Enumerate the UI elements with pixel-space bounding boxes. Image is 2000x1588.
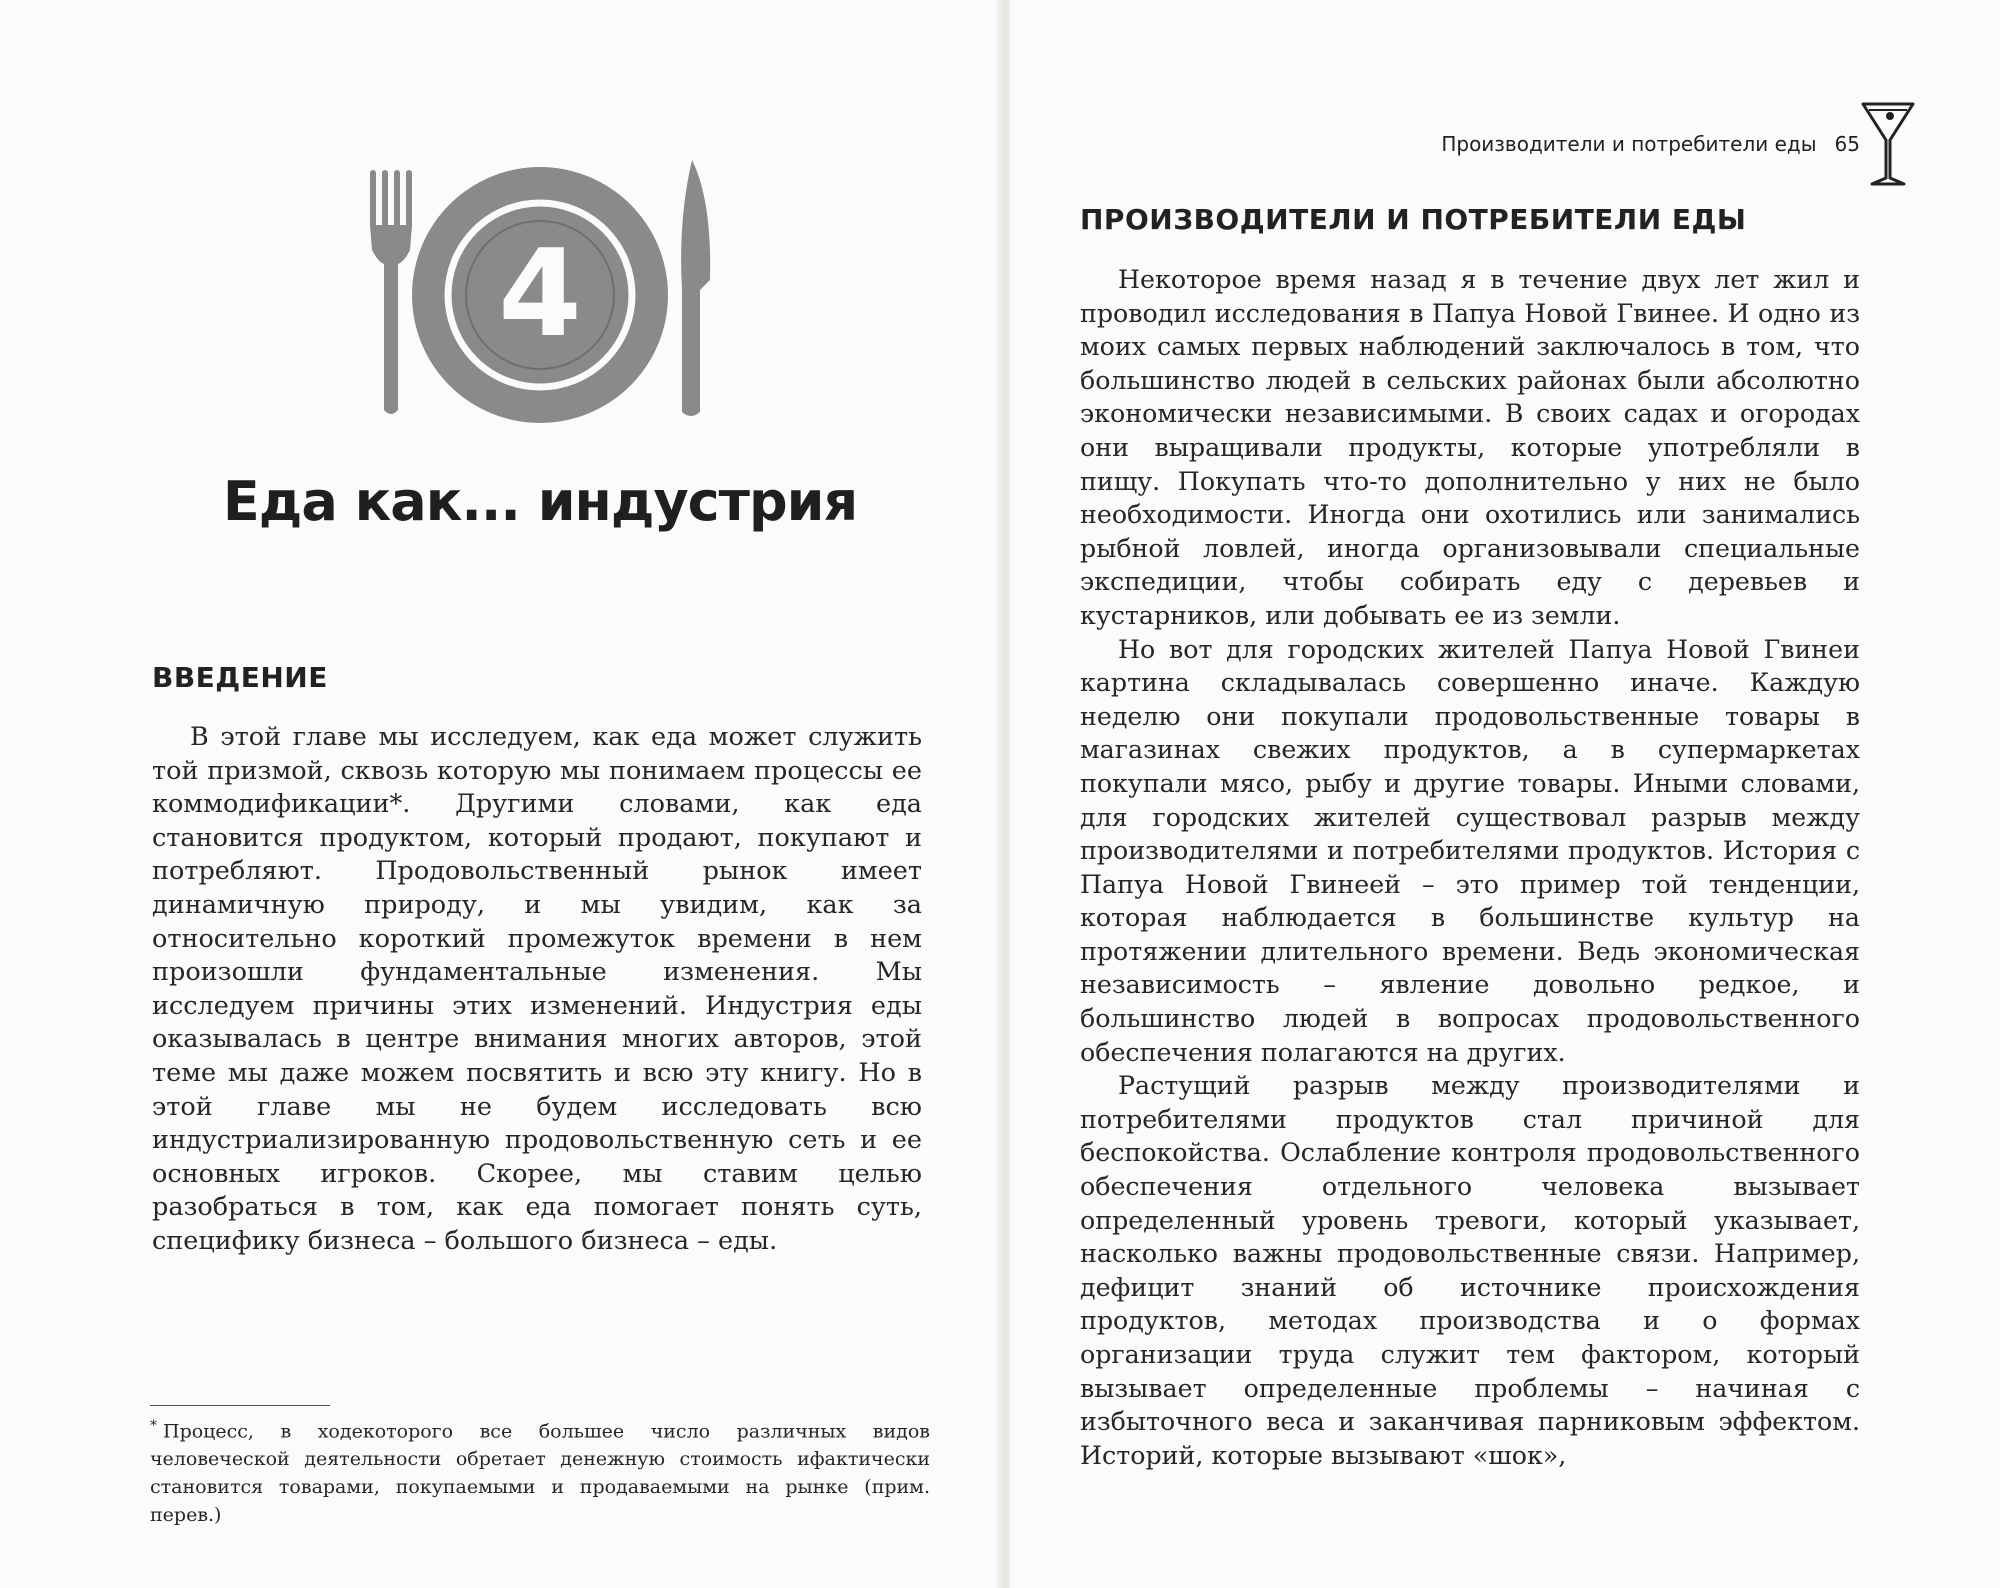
running-head-title: Производители и потребители еды [1441,132,1817,156]
footnote [150,1412,930,1529]
fork-plate-knife-icon [360,140,720,430]
footnote-mark: * [150,1418,157,1434]
paragraph: В этой главе мы исследуем, как еда может служить той призмой, сквозь которую мы понимаем процессы ее коммодификации*. Другими словами, как еда становится продуктом, который продают, покупают и потребляют. Продовольственный рынок имеет динамичную природу, и мы увидим, как за относительно короткий промежуток времени в нем произошли фундаментальные изменения. Мы исследуем причины этих изменений. Индустрия еды оказывалась в центре внимания многих авторов, этой теме мы даже можем посвятить и всю эту книгу. Но в этой главе мы не будем исследовать всю индустриализированную продовольственную сеть и ее основных игроков. Скорее, мы ставим целью разобраться в том, как еда помогает понять суть, специфику бизнеса – большого бизнеса – еды. [152,722,922,1256]
page-number: 65 [1834,132,1860,156]
fork-icon [370,170,412,414]
plate-icon [412,167,668,423]
cocktail-glass-icon [1860,100,1916,190]
producers-text [1080,263,1860,1472]
emblem-number: 4 [498,225,582,364]
paragraph: Растущий разрыв между производителями и потребителями продуктов стал причиной для беспокойства. Ослабление контроля продовольственного обеспечения отдельного человека вызывает определенный уровень тревоги, который указывает, насколько важны продовольственные связи. Например, дефицит знаний об источнике происхождения продуктов, методах производства и о формах организации труда служит тем фактором, который вызывает определенные проблемы – начиная с избыточного веса и заканчивая парниковым эффектом. Историй, которые вызывают «шок», [1080,1071,1860,1470]
knife-icon [681,160,710,416]
section-title-producers: ПРОИЗВОДИТЕЛИ И ПОТРЕБИТЕЛИ ЕДЫ [1080,203,1747,236]
footnote-divider [150,1405,330,1406]
paragraph: Но вот для городских жителей Папуа Новой Гвинеи картина складывалась совершенно иначе. Каждую неделю они покупали продовольственные товары в магазинах свежих продуктов, а в супермаркетах покупали мясо, рыбу и другие товары. Иными словами, для городских жителей существовал разрыв между производителями и потребителями продуктов. История с Папуа Новой Гвинеей – это пример той тенденции, которая наблюдается в большинстве культур на протяжении длительного времени. Ведь экономическая независимость – явление довольно редкое, и большинство людей в вопросах продовольственного обеспечения полагаются на других. [1080,634,1860,1067]
footnote-text: Процесс, в ходекоторого все большее число различных видов человеческой деятельности обретает денежную стоимость ифактически становится товарами, покупаемыми и продаваемыми на рынке (прим. перев.) [150,1420,930,1527]
chapter-title: Еда как... индустрия [222,470,858,533]
running-head [1300,132,1860,156]
paragraph: Некоторое время назад я в течение двух лет жил и проводил исследования в Папуа Новой Гвинее. И одно из моих самых первых наблюдений заключалось в том, что большинство людей в сельских районах были абсолютно экономически независимыми. В своих садах и огородах они выращивали продукты, которые употребляли в пищу. Покупать что-то дополнительно у них не было необходимости. Иногда они охотились или занимались рыбной ловлей, иногда организовывали специальные экспедиции, чтобы собирать еду с деревьев и кустарников, или добывать ее из земли. [1080,265,1860,630]
intro-text [152,721,922,1259]
section-title-intro: ВВЕДЕНИЕ [152,661,328,694]
